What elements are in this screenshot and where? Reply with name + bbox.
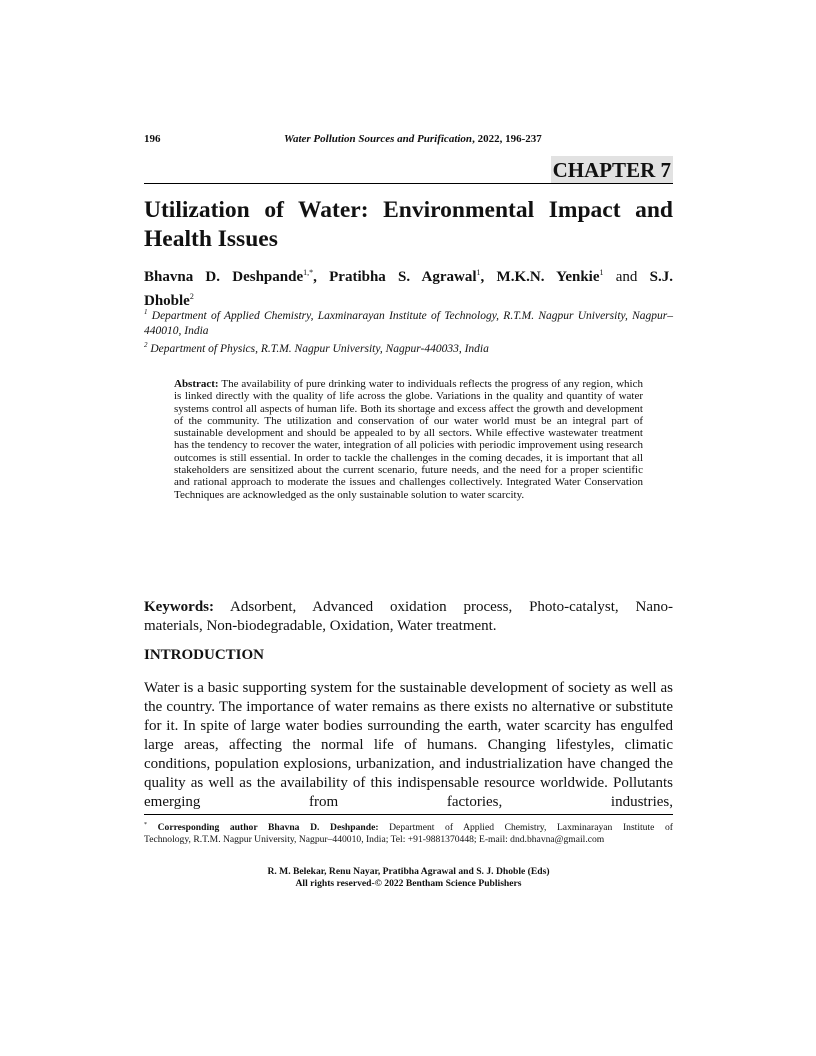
affiliation-1 bbox=[144, 305, 673, 339]
keywords-text-2: materials, Non-biodegradable, Oxidation, Water treatment. bbox=[144, 618, 497, 634]
author-3: M.K.N. Yenkie bbox=[496, 269, 600, 285]
abstract bbox=[174, 378, 643, 501]
authors-line-1: Bhavna D. Deshpande$^{1,*}$, Pratibha S. Agrawal$^1$, M.K.N. Yenkie$^1$ and S.J. bbox=[144, 268, 673, 285]
header-rule bbox=[144, 183, 673, 184]
journal-title: Water Pollution Sources and Purification bbox=[284, 133, 473, 145]
keywords-text-1: Adsorbent, Advanced oxidation process, Photo-catalyst, Nano- bbox=[230, 599, 673, 615]
author-1: Bhavna D. Deshpande bbox=[144, 269, 304, 285]
page-number: 196 bbox=[144, 133, 161, 145]
introduction-paragraph: Water is a basic supporting system for the sustainable development of society as well as the country. The importance of water remains as there exists no alternative or substitute for it. In spite of large water bodies surrounding the earth, water scarcity has engulfed large areas, affecting the normal life of humans. Changing lifestyles, climatic conditions, population explosions, urbanization, and industrialization have changed the quality as well as the availability of this indispensable resource worldwide. Pollutants emerging from factories, industries, bbox=[144, 680, 673, 810]
abstract-text: The availability of pure drinking water to individuals reflects the progress of any region, which is linked directly with the quality of life across the globe. Variations in the quality and quantity of water systems control all aspects of human life. Both its shortage and excess affect the growth and development of the community. The utilization and conservation of our water world must be an integral part of sustainable development and should be appealed to by all sectors. While effective wastewater treatment has the tendency to recover the water, integration of all policies with periodic improvement using research outcomes is still essential. In order to tackle the challenges in the coming decades, it is important that all stakeholders are sensitized about the current scenario, future needs, and the need for a proper scientific and rational approach to moderate the issues and challenges collectively. Integrated Water Conservation Techniques are acknowledged as the only sustainable solution to water scarcity. bbox=[174, 378, 643, 501]
authors-and: and bbox=[615, 269, 638, 285]
title-line-1: Utilization of Water: Environmental Impact and bbox=[144, 197, 673, 223]
keywords-line-1 bbox=[144, 598, 673, 617]
author-4-initials: S.J. bbox=[649, 269, 673, 285]
footnote-text-2: Technology, R.T.M. Nagpur University, Nagpur–440010, India; Tel: +91-9881370448; E-mail: dnd.bhavna@gmail.com bbox=[144, 834, 605, 846]
editors-line: R. M. Belekar, Renu Nayar, Pratibha Agrawal and S. J. Dhoble (Eds) bbox=[267, 866, 550, 877]
chapter-label: CHAPTER 7 bbox=[552, 158, 671, 182]
footnote-line-1 bbox=[144, 819, 673, 834]
journal-year-pages: , 2022, 196-237 bbox=[472, 133, 542, 145]
affiliation-1-marker: 1 bbox=[144, 308, 148, 316]
keywords-label: Keywords: bbox=[144, 599, 214, 615]
title-line-2: Health Issues bbox=[144, 226, 278, 252]
abstract-label: Abstract: bbox=[174, 378, 219, 390]
footnote-label: Corresponding author Bhavna D. Deshpande: bbox=[157, 822, 379, 834]
author-list bbox=[144, 263, 673, 311]
affiliation-2-marker: 2 bbox=[144, 341, 148, 349]
article-title bbox=[144, 196, 673, 254]
copyright-line: All rights reserved-© 2022 Bentham Science Publishers bbox=[295, 878, 522, 889]
footnote-marker: * bbox=[144, 822, 147, 828]
affiliation-2-text: Department of Physics, R.T.M. Nagpur University, Nagpur-440033, India bbox=[150, 342, 489, 355]
keywords bbox=[144, 598, 673, 636]
footnote-rule bbox=[144, 814, 673, 815]
author-4-surname: Dhoble bbox=[144, 293, 190, 309]
publisher-footer bbox=[144, 866, 673, 890]
corresponding-author-footnote bbox=[144, 819, 673, 846]
affiliation-2 bbox=[144, 338, 673, 357]
running-title bbox=[284, 133, 542, 145]
footnote-text-1: Department of Applied Chemistry, Laxminarayan Institute of bbox=[378, 822, 673, 834]
section-heading-introduction: INTRODUCTION bbox=[144, 647, 265, 663]
author-4-affil: 2 bbox=[189, 292, 194, 301]
author-3-affil: 1 bbox=[599, 268, 604, 277]
author-2: Pratibha S. Agrawal bbox=[329, 269, 477, 285]
author-2-affil: 1 bbox=[476, 268, 481, 277]
affiliation-1-text: Department of Applied Chemistry, Laxminarayan Institute of Technology, R.T.M. Nagpur University, Nagpur–440010, India bbox=[144, 309, 674, 337]
author-1-affil: 1,* bbox=[303, 268, 314, 277]
